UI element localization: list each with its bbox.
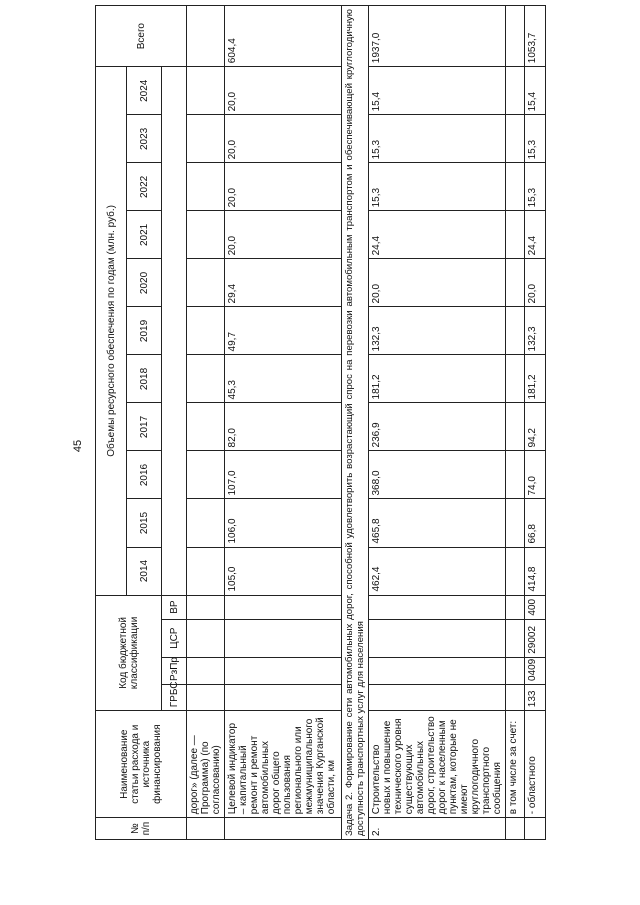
row-name-line: пунктам, которые не [448,719,459,815]
header-num: № п/п [96,818,187,840]
row-name-line: Программа) (по [200,741,211,815]
year-2021: 2021 [127,211,162,259]
value-2015: 106,0 [225,499,342,547]
table-row-indicator [225,6,342,840]
page-number: 45 [72,439,85,453]
row-name [369,711,506,818]
value-2022 [506,163,525,211]
year-2020: 2020 [127,259,162,307]
total-cell [506,6,525,67]
row-name-line: автомобильных [415,740,426,815]
row-name-line: Строительство [371,744,382,815]
value-2019 [187,307,225,355]
code-cell [225,595,342,619]
code-cell: 0409 [525,657,546,684]
value-2017: 94,2 [525,403,546,451]
budget-table [95,5,546,840]
row-name-line: дорог общего [271,751,282,815]
value-2016 [506,451,525,499]
value-2018: 181,2 [525,355,546,403]
value-2018 [506,355,525,403]
year-2024: 2024 [127,67,162,115]
value-2015 [187,499,225,547]
value-2020: 20,0 [525,259,546,307]
value-2019: 49,7 [225,307,342,355]
value-2023: 15,3 [525,115,546,163]
value-2016: 368,0 [369,451,506,499]
code-cell [369,595,506,619]
rotated-page [95,5,615,840]
value-2024: 15,4 [525,67,546,115]
value-2018 [187,355,225,403]
value-2021: 24,4 [369,211,506,259]
value-2014: 462,4 [369,547,506,595]
header-total: Всего [96,6,187,67]
table-row-cont [187,6,225,840]
value-2017 [506,403,525,451]
year-2014: 2014 [127,547,162,595]
kbk-col: ГРБС [162,685,187,711]
value-2021 [187,211,225,259]
year-2015: 2015 [127,499,162,547]
code-cell: 29002 [525,619,546,657]
value-2019 [506,307,525,355]
code-cell [369,685,506,711]
value-2019: 132,3 [525,307,546,355]
row-name-line: дорог» (далее — [189,735,200,815]
value-2014 [187,547,225,595]
row-name-line: дорог к населенным [437,720,448,815]
year-2016: 2016 [127,451,162,499]
row-num [506,818,525,840]
value-2024 [506,67,525,115]
table-row-task [342,6,369,840]
code-cell [187,619,225,657]
row-name-line: автомобильных [260,740,271,815]
row-name [525,711,546,818]
value-2015: 465,8 [369,499,506,547]
value-2024 [187,67,225,115]
value-2020 [187,259,225,307]
value-2017 [187,403,225,451]
row-name-line: - областного [527,756,538,815]
header-volumes: Объемы ресурсного обеспечения по годам (млн. руб.) [96,67,127,595]
value-2019: 132,3 [369,307,506,355]
header-name: Наименование статьи расхода и источника финансирования [96,711,187,818]
row-name-line: имеют [459,784,470,815]
code-cell: 133 [525,685,546,711]
row-name-line: Целевой индикатор [227,722,238,815]
row-name-line: согласованию) [211,745,222,815]
year-2019: 2019 [127,307,162,355]
total-cell: 1053,7 [525,6,546,67]
code-cell [187,595,225,619]
row-name-line: регионального или [293,726,304,815]
header-kbk: Код бюджетной классификации [96,595,162,711]
value-2020: 29,4 [225,259,342,307]
row-name-line: межмуниципального [304,718,315,815]
year-2017: 2017 [127,403,162,451]
value-2024: 15,4 [369,67,506,115]
kbk-col: РзПр [162,657,187,684]
code-cell: 400 [525,595,546,619]
row-name-line: дорог, строительство [426,716,437,815]
value-2021: 24,4 [525,211,546,259]
code-cell [369,657,506,684]
value-2015 [506,499,525,547]
value-2016: 107,0 [225,451,342,499]
value-2018: 45,3 [225,355,342,403]
row-name-line: существующих [404,744,415,815]
row-name [225,711,342,818]
value-2020: 20,0 [369,259,506,307]
row-name [187,711,225,818]
year-2023: 2023 [127,115,162,163]
total-cell: 1937,0 [369,6,506,67]
code-cell [506,619,525,657]
row-name-line: транспортного [481,746,492,815]
kbk-col: ВР [162,595,187,619]
value-2014: 414,8 [525,547,546,595]
row-num [525,818,546,840]
year-2022: 2022 [127,163,162,211]
value-2016 [187,451,225,499]
row-num [225,818,342,840]
row-name-line: сообщения [492,762,503,815]
value-2023: 20,0 [225,115,342,163]
table-row-oblast [525,6,546,840]
value-2022 [187,163,225,211]
row-name-line: технического уровня [393,718,404,815]
row-name-line: значения Курганской [315,717,326,815]
task-text: Задача 2. Формирование сети автомобильных дорог, способной удовлетворить возрастающий спрос на перевозки автомобильным транспортом и обеспечивающей круглогодичную доступность транспортных услуг для населения [342,6,369,840]
code-cell [225,685,342,711]
value-2021: 20,0 [225,211,342,259]
row-name-line: – капитальный [238,745,249,815]
value-2014 [506,547,525,595]
code-cell [187,657,225,684]
value-2022: 15,3 [525,163,546,211]
value-2021 [506,211,525,259]
code-cell [506,685,525,711]
value-2017: 82,0 [225,403,342,451]
code-cell [506,657,525,684]
kbk-col: ЦСР [162,619,187,657]
table-body [187,6,546,840]
code-cell [225,619,342,657]
row-name-line: новых и повышение [382,720,393,815]
row-name [506,711,525,818]
value-2022: 15,3 [369,163,506,211]
value-2024: 20,0 [225,67,342,115]
row-name-line: области, км [326,759,337,815]
table-row-construction [369,6,506,840]
code-cell [225,657,342,684]
value-2018: 181,2 [369,355,506,403]
value-2015: 66,8 [525,499,546,547]
value-2017: 236,9 [369,403,506,451]
row-name-line: ремонт и ремонт [249,735,260,815]
row-name-line: в том числе за счет: [508,720,519,815]
total-cell: 604,4 [225,6,342,67]
row-num: 2. [369,818,506,840]
value-2023: 15,3 [369,115,506,163]
row-name-line: круглогодичного [470,738,481,815]
value-2020 [506,259,525,307]
table-row-itog [506,6,525,840]
value-2023 [187,115,225,163]
code-cell [369,619,506,657]
value-2016: 74,0 [525,451,546,499]
total-cell [187,6,225,67]
value-2014: 105,0 [225,547,342,595]
year-2018: 2018 [127,355,162,403]
code-cell [187,685,225,711]
value-2022: 20,0 [225,163,342,211]
row-num [187,818,225,840]
code-cell [506,595,525,619]
row-name-line: пользования [282,755,293,815]
value-2023 [506,115,525,163]
